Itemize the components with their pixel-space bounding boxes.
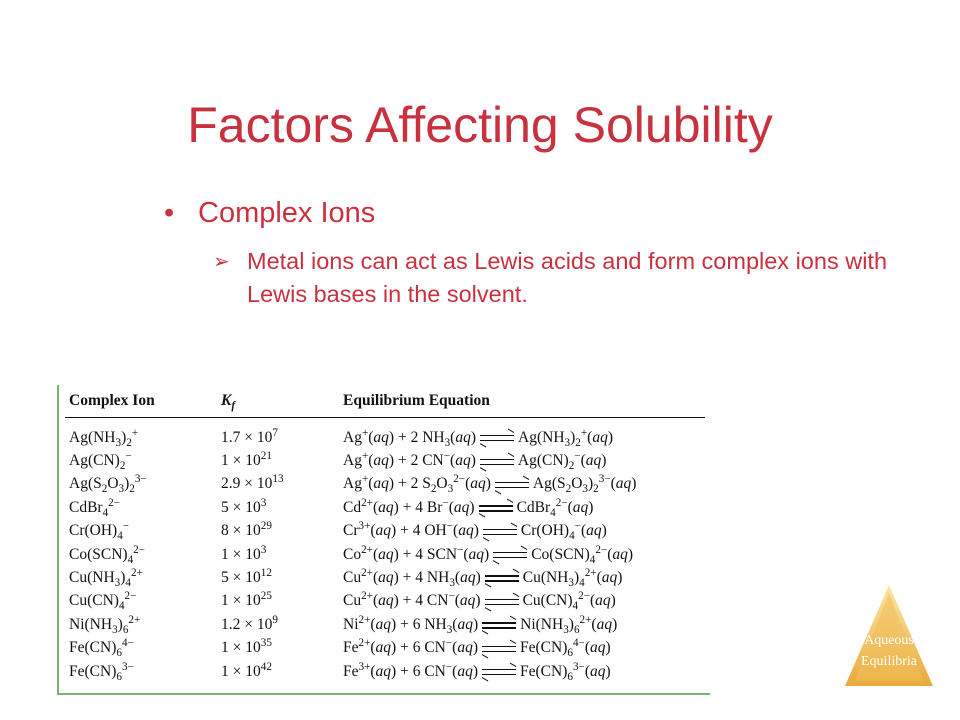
ion-cell: $Fe(CN)_6^{4-}$ bbox=[69, 637, 134, 660]
sub-bullet-text: Metal ions can act as Lewis acids and form complex ions with Lewis bases in the solvent. bbox=[247, 248, 888, 307]
kf-cell: $8 \times 10^{29}$ bbox=[221, 520, 272, 540]
formation-constants-table bbox=[57, 385, 710, 695]
bullet-text: Complex Ions bbox=[198, 196, 376, 229]
table-frame-left bbox=[57, 385, 59, 695]
logo-text bbox=[843, 630, 935, 672]
equation-cell: $Cu^{2+}(aq) + 4$ $NH_3(aq)$ $Cu(NH_3)_4^{2+}(aq)$ bbox=[343, 566, 623, 590]
table-row bbox=[65, 520, 705, 543]
ion-cell: $Cu(NH_3)_4^{2+}$ bbox=[69, 566, 143, 590]
kf-cell: $1 \times 10^{35}$ bbox=[221, 637, 272, 657]
logo-line1: Aqueous bbox=[864, 633, 914, 648]
ion-cell: $Ni(NH_3)_6^{2+}$ bbox=[69, 613, 141, 636]
equilibrium-arrow-icon bbox=[482, 667, 516, 677]
sub-bullet bbox=[213, 245, 913, 311]
table-row bbox=[65, 543, 705, 566]
equilibrium-arrow-icon bbox=[493, 550, 527, 560]
equilibrium-arrow-icon bbox=[479, 503, 513, 513]
equation-cell: $Cd^{2+}(aq) + 4$ Br−(aq) CdBr$_4^{2-}$(aq) bbox=[343, 496, 594, 519]
arrow-bullet-icon: ➢ bbox=[213, 251, 230, 273]
kf-cell: $5 \times 10^{12}$ bbox=[221, 566, 272, 587]
ion-cell: $Ag(S_2O_3)_2^{3-}$ bbox=[69, 473, 147, 496]
ion-cell: $Cu(CN)_4^{2-}$ bbox=[69, 590, 137, 613]
ion-cell: $Ag(NH_3)_2^+$ bbox=[69, 426, 139, 449]
header-equilibrium-equation: Equilibrium Equation bbox=[339, 391, 705, 418]
ion-cell: $Ag(CN)_2^-$ bbox=[69, 449, 132, 473]
slide-title: Factors Affecting Solubility bbox=[187, 97, 773, 153]
equilibrium-arrow-icon bbox=[480, 433, 514, 443]
equilibrium-arrow-icon bbox=[485, 573, 519, 583]
kf-cell: $1 \times 10^{25}$ bbox=[221, 590, 272, 610]
equilibrium-arrow-icon bbox=[495, 480, 529, 490]
table-row bbox=[65, 660, 705, 683]
ion-cell: CdBr$_4^{2-}$ bbox=[69, 496, 121, 519]
kf-cell: $5 \times 10^3$ bbox=[221, 496, 267, 516]
kf-cell: $1 \times 10^{21}$ bbox=[221, 449, 272, 470]
table-frame-bottom bbox=[57, 693, 710, 695]
table-row bbox=[65, 613, 705, 636]
kf-cell: $2.9 \times 10^{13}$ bbox=[221, 473, 284, 493]
table-row bbox=[65, 637, 705, 660]
table-row bbox=[65, 566, 705, 589]
equilibrium-arrow-icon bbox=[480, 457, 514, 467]
equilibrium-arrow-icon bbox=[483, 527, 517, 537]
ion-cell: $Cr(OH)_4^-$ bbox=[69, 520, 130, 543]
equilibrium-arrow-icon bbox=[482, 644, 516, 654]
equation-cell: $Fe^{2+}(aq) + 6$ CN−(aq) $Fe(CN)_6^{4-}(aq)$ bbox=[343, 637, 611, 660]
equation-cell: $Ni^{2+}(aq) + 6$ $NH_3(aq)$ $Ni(NH_3)_6^{2+}(aq)$ bbox=[343, 613, 618, 636]
table-header-row bbox=[65, 391, 705, 418]
kf-cell: $1 \times 10^{42}$ bbox=[221, 660, 272, 680]
equilibrium-arrow-icon bbox=[482, 620, 516, 630]
kf-cell: $1.2 \times 10^9$ bbox=[221, 613, 278, 633]
header-complex-ion: Complex Ion bbox=[65, 391, 217, 418]
ion-cell: $Co(SCN)_4^{2-}$ bbox=[69, 543, 146, 566]
ion-cell: $Fe(CN)_6^{3-}$ bbox=[69, 660, 134, 683]
bullet-dot-icon: • bbox=[164, 196, 175, 229]
equation-cell: Ag+(aq) + 2 $S_2O_3^{2-}(aq)$ $Ag(S_2O_3)_2^{3-}(aq)$ bbox=[343, 473, 637, 496]
kf-cell: $1.7 \times 10^7$ bbox=[221, 426, 278, 446]
equation-cell: $Fe^{3+}(aq) + 6$ CN−(aq) $Fe(CN)_6^{3-}(aq)$ bbox=[343, 660, 611, 683]
table-row bbox=[65, 473, 705, 496]
equation-cell: Ag+(aq) + 2 $NH_3(aq)$ $Ag(NH_3)_2^+(aq)$ bbox=[343, 426, 613, 449]
table-row bbox=[65, 449, 705, 472]
equation-cell: $Cu^{2+}(aq) + 4$ CN−(aq) $Cu(CN)_4^{2-}(aq)$ bbox=[343, 590, 616, 613]
table-row bbox=[65, 590, 705, 613]
equation-cell: Ag+(aq) + 2 CN−(aq) $Ag(CN)_2^-(aq)$ bbox=[343, 449, 607, 473]
header-kf: $K_f$ bbox=[217, 391, 339, 418]
bullet-complex-ions bbox=[164, 192, 375, 234]
table-row bbox=[65, 418, 705, 450]
complex-ion-table bbox=[65, 391, 705, 683]
equation-cell: $Cr^{3+}(aq) + 4$ OH−(aq) $Cr(OH)_4^-(aq)$ bbox=[343, 520, 607, 543]
logo-line2: Equilibria bbox=[861, 654, 917, 669]
kf-cell: $1 \times 10^3$ bbox=[221, 543, 267, 563]
equilibrium-arrow-icon bbox=[485, 597, 519, 607]
table-row bbox=[65, 496, 705, 519]
equation-cell: $Co^{2+}(aq) + 4$ SCN−(aq) $Co(SCN)_4^{2-}(aq)$ bbox=[343, 543, 634, 566]
